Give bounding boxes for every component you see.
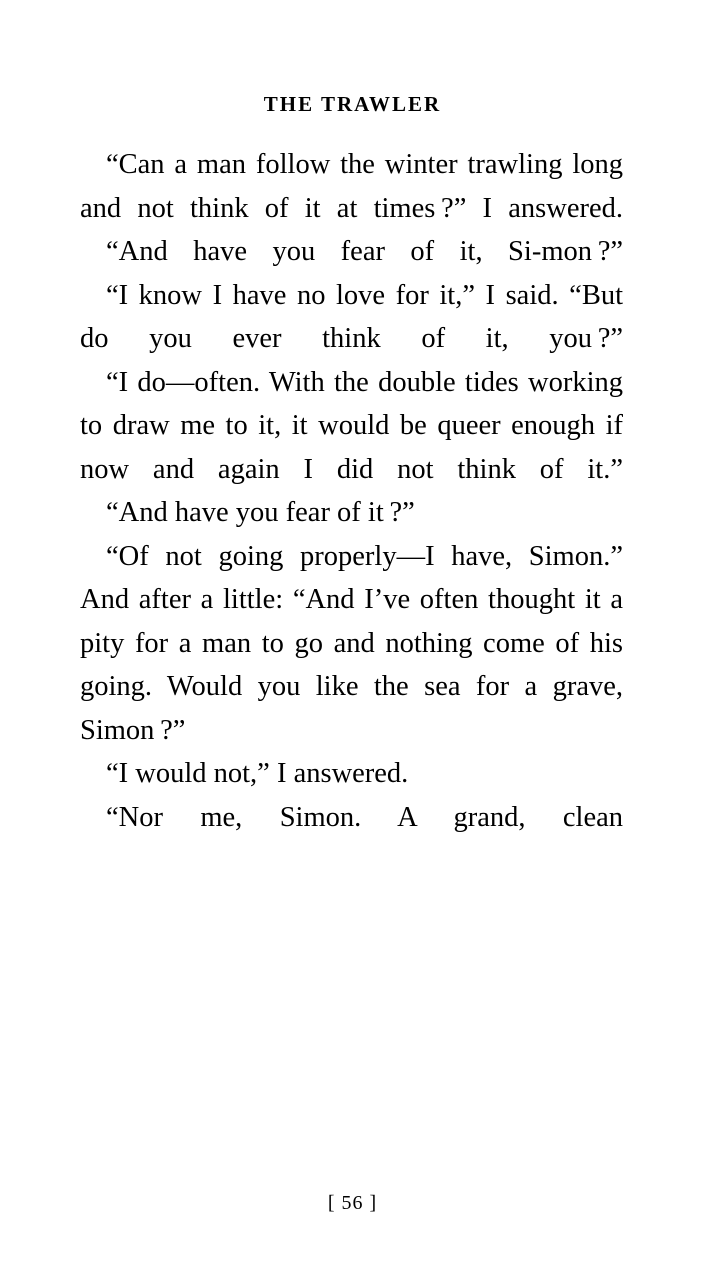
paragraph: “I do—often. With the double tides working to draw me to it, it would be queer enough if now and again I did not think of it.” bbox=[80, 366, 623, 485]
page-running-head: THE TRAWLER bbox=[263, 92, 442, 116]
paragraph: “Nor me, Simon. A grand, clean bbox=[106, 801, 623, 833]
paragraph: “And have you fear of it, Si-mon ?” bbox=[106, 236, 623, 267]
paragraph: “Can a man follow the winter trawling long and not think of it at times ?” I answered. bbox=[80, 149, 623, 224]
paragraph: “And have you fear of it ?” bbox=[106, 497, 415, 528]
book-page bbox=[0, 92, 705, 1277]
paragraph: “I know I have no love for it,” I said. “But do you ever think of it, you ?” bbox=[80, 279, 623, 354]
paragraph: “I would not,” I answered. bbox=[106, 758, 409, 789]
page-body bbox=[80, 143, 623, 839]
paragraph: “Of not going properly—I have, Simon.” And after a little: “And I’ve often thought it a pity for a man to go and nothing come of his going. Would you like the sea for a grave, Simon ?” bbox=[80, 540, 623, 746]
page-number: [ 56 ] bbox=[327, 1192, 378, 1214]
